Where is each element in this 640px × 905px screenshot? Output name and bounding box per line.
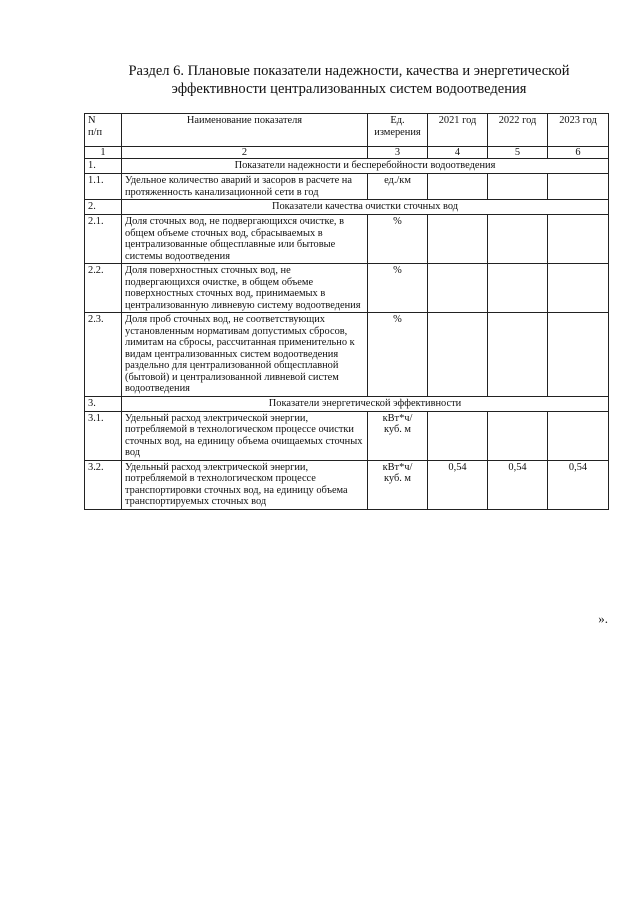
- indicator-unit: кВт*ч/ куб. м: [368, 460, 428, 509]
- indicator-name: Удельное количество аварий и засоров в расчете на протяженность канализационной сети в год: [122, 174, 368, 200]
- value-2022: [488, 215, 548, 264]
- page-title: [84, 62, 604, 98]
- indicator-unit: %: [368, 313, 428, 397]
- row-number: 2.2.: [85, 264, 122, 313]
- value-2021: 0,54: [428, 460, 488, 509]
- table-header-row: [85, 114, 609, 147]
- table-row: [85, 460, 609, 509]
- value-2023: [548, 264, 609, 313]
- value-2022: 0,54: [488, 460, 548, 509]
- value-2021: [428, 215, 488, 264]
- indicator-unit: %: [368, 264, 428, 313]
- header-unit: Ед. измерения: [368, 114, 428, 147]
- row-number: 3.2.: [85, 460, 122, 509]
- value-2023: [548, 174, 609, 200]
- column-number: 6: [548, 147, 609, 159]
- value-2022: [488, 264, 548, 313]
- column-number: 3: [368, 147, 428, 159]
- title-line-2: эффективности централизованных систем водоотведения: [171, 81, 527, 97]
- value-2021: [428, 264, 488, 313]
- table-row: [85, 174, 609, 200]
- section-row: [85, 200, 609, 215]
- value-2023: [548, 313, 609, 397]
- indicator-unit: %: [368, 215, 428, 264]
- header-number: N п/п: [85, 114, 122, 147]
- header-year-2021: 2021 год: [428, 114, 488, 147]
- column-numbers-row: [85, 147, 609, 159]
- section-row: [85, 159, 609, 174]
- column-number: 4: [428, 147, 488, 159]
- row-number: 2.1.: [85, 215, 122, 264]
- section-number: 2.: [85, 200, 122, 215]
- row-number: 2.3.: [85, 313, 122, 397]
- value-2023: [548, 411, 609, 460]
- value-2021: [428, 174, 488, 200]
- table-row: [85, 264, 609, 313]
- indicators-table: [84, 113, 609, 510]
- column-number: 5: [488, 147, 548, 159]
- value-2022: [488, 411, 548, 460]
- indicator-name: Доля сточных вод, не подвергающихся очистке, в общем объеме сточных вод, сбрасываемых в централизованные общесплавные или бытовые системы водоотведения: [122, 215, 368, 264]
- section-number: 1.: [85, 159, 122, 174]
- indicator-name: Доля поверхностных сточных вод, не подвергающихся очистке, в общем объеме поверхностных сточных вод, принимаемых в централизованную ливневую систему водоотведения: [122, 264, 368, 313]
- section-title: Показатели надежности и бесперебойности водоотведения: [122, 159, 609, 174]
- row-number: 1.1.: [85, 174, 122, 200]
- header-year-2022: 2022 год: [488, 114, 548, 147]
- indicator-name: Удельный расход электрической энергии, потребляемой в технологическом процессе транспортировки сточных вод, на единицу объема транспортируемых сточных вод: [122, 460, 368, 509]
- value-2021: [428, 411, 488, 460]
- row-number: 3.1.: [85, 411, 122, 460]
- table-row: [85, 313, 609, 397]
- indicator-name: Доля проб сточных вод, не соответствующих установленным нормативам допустимых сбросов, лимитам на сбросы, рассчитанная применительно к видам централизованных систем водоотведения раздельно для централизованной общесплавной (бытовой) и централизованной ливневой систем водоотведения: [122, 313, 368, 397]
- value-2022: [488, 313, 548, 397]
- section-number: 3.: [85, 396, 122, 411]
- header-indicator-name: Наименование показателя: [122, 114, 368, 147]
- section-title: Показатели качества очистки сточных вод: [122, 200, 609, 215]
- value-2023: [548, 215, 609, 264]
- section-row: [85, 396, 609, 411]
- header-year-2023: 2023 год: [548, 114, 609, 147]
- indicator-unit: кВт*ч/ куб. м: [368, 411, 428, 460]
- title-line-1: Раздел 6. Плановые показатели надежности, качества и энергетической: [128, 63, 570, 79]
- column-number: 1: [85, 147, 122, 159]
- value-2023: 0,54: [548, 460, 609, 509]
- value-2021: [428, 313, 488, 397]
- section-title: Показатели энергетической эффективности: [122, 396, 609, 411]
- indicator-name: Удельный расход электрической энергии, потребляемой в технологическом процессе очистки сточных вод, на единицу объема очищаемых сточных вод: [122, 411, 368, 460]
- column-number: 2: [122, 147, 368, 159]
- table-row: [85, 411, 609, 460]
- value-2022: [488, 174, 548, 200]
- table-row: [85, 215, 609, 264]
- closing-quote-mark: ».: [598, 611, 608, 626]
- indicator-unit: ед./км: [368, 174, 428, 200]
